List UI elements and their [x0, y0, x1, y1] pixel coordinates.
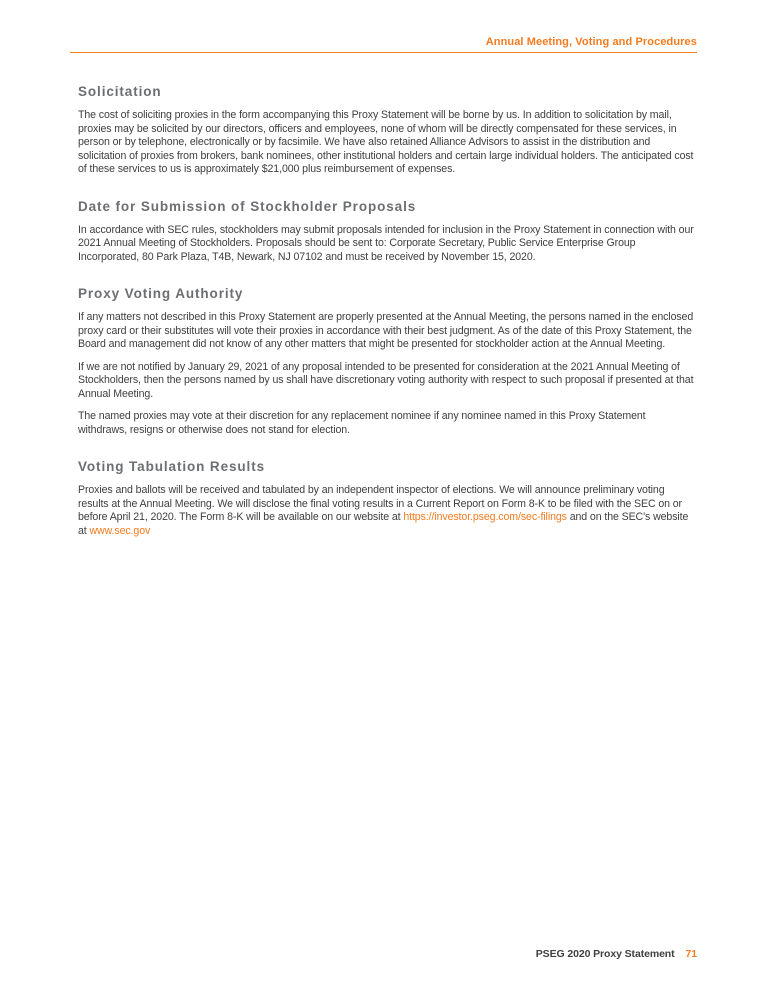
solicitation-paragraph: The cost of soliciting proxies in the form accompanying this Proxy Statement will be borne by us. In addition to solicitation by mail, proxies may be solicited by our directors, officers and employees, none of whom will be directly compensated for these services, in person or by telephone, electronically or by facsimile. We have also retained Alliance Advisors to assist in the distribution and solicitation of proxies from brokers, bank nominees, other institutional holders and certain large individual holders. The anticipated cost of these services to us is approximately $21,000 plus reimbursement of expenses.: [78, 109, 694, 175]
section-heading-date-for-submission: Date for Submission of Stockholder Proposals: [78, 198, 417, 214]
page-content: [78, 0, 697, 547]
proxy-voting-authority-paragraph-3: The named proxies may vote at their discretion for any replacement nominee if any nominee named in this Proxy Statement withdraws, resigns or otherwise does not stand for election.: [78, 410, 646, 436]
running-header-title: Annual Meeting, Voting and Procedures: [485, 36, 697, 48]
footer-page-number: 71: [685, 948, 697, 960]
header-rule: [70, 52, 697, 53]
voting-results-text-1: Proxies and ballots will be received and tabulated by an independent inspector of elections. We will announce preliminary voting results at the Annual Meeting. We will disclose the final voting results in a Current Report on Form 8-K to be filed with the SEC on or before April 21, 2020. The Form 8-K will be available on our website at: [78, 484, 682, 523]
sec-gov-link[interactable]: www.sec.gov: [89, 524, 151, 537]
stockholder-proposals-paragraph: In accordance with SEC rules, stockholders may submit proposals intended for inclusion in the Proxy Statement in connection with our 2021 Annual Meeting of Stockholders. Proposals should be sent to: Corporate Secretary, Public Service Enterprise Group Incorporated, 80 Park Plaza, T4B, Newark, NJ 07102 and must be received by November 15, 2020.: [78, 223, 694, 263]
proxy-voting-authority-paragraph-2: If we are not notified by January 29, 2021 of any proposal intended to be presented for consideration at the 2021 Annual Meeting of Stockholders, then the persons named by us shall have discretionary voting authority with respect to such proposal if presented at that Annual Meeting.: [78, 360, 694, 400]
section-heading-proxy-voting-authority: Proxy Voting Authority: [78, 286, 244, 301]
footer-doc-title: PSEG 2020 Proxy Statement: [535, 948, 675, 960]
voting-results-text-2: and on the SEC's website at: [78, 511, 689, 537]
section-heading-voting-tabulation-results: Voting Tabulation Results: [78, 459, 265, 474]
investor-sec-filings-link[interactable]: https://investor.pseg.com/sec-filings: [403, 511, 567, 523]
section-heading-solicitation: Solicitation: [78, 84, 162, 99]
page-footer: [536, 948, 697, 960]
voting-tabulation-results-paragraph: [78, 484, 697, 538]
proxy-voting-authority-paragraph-1: If any matters not described in this Proxy Statement are properly presented at the Annual Meeting, the persons named in the enclosed proxy card or their substitutes will vote their proxies in accordance with their best judgment. As of the date of this Proxy Statement, the Board and management did not know of any other matters that might be presented for stockholder action at the Annual Meeting.: [78, 311, 694, 350]
